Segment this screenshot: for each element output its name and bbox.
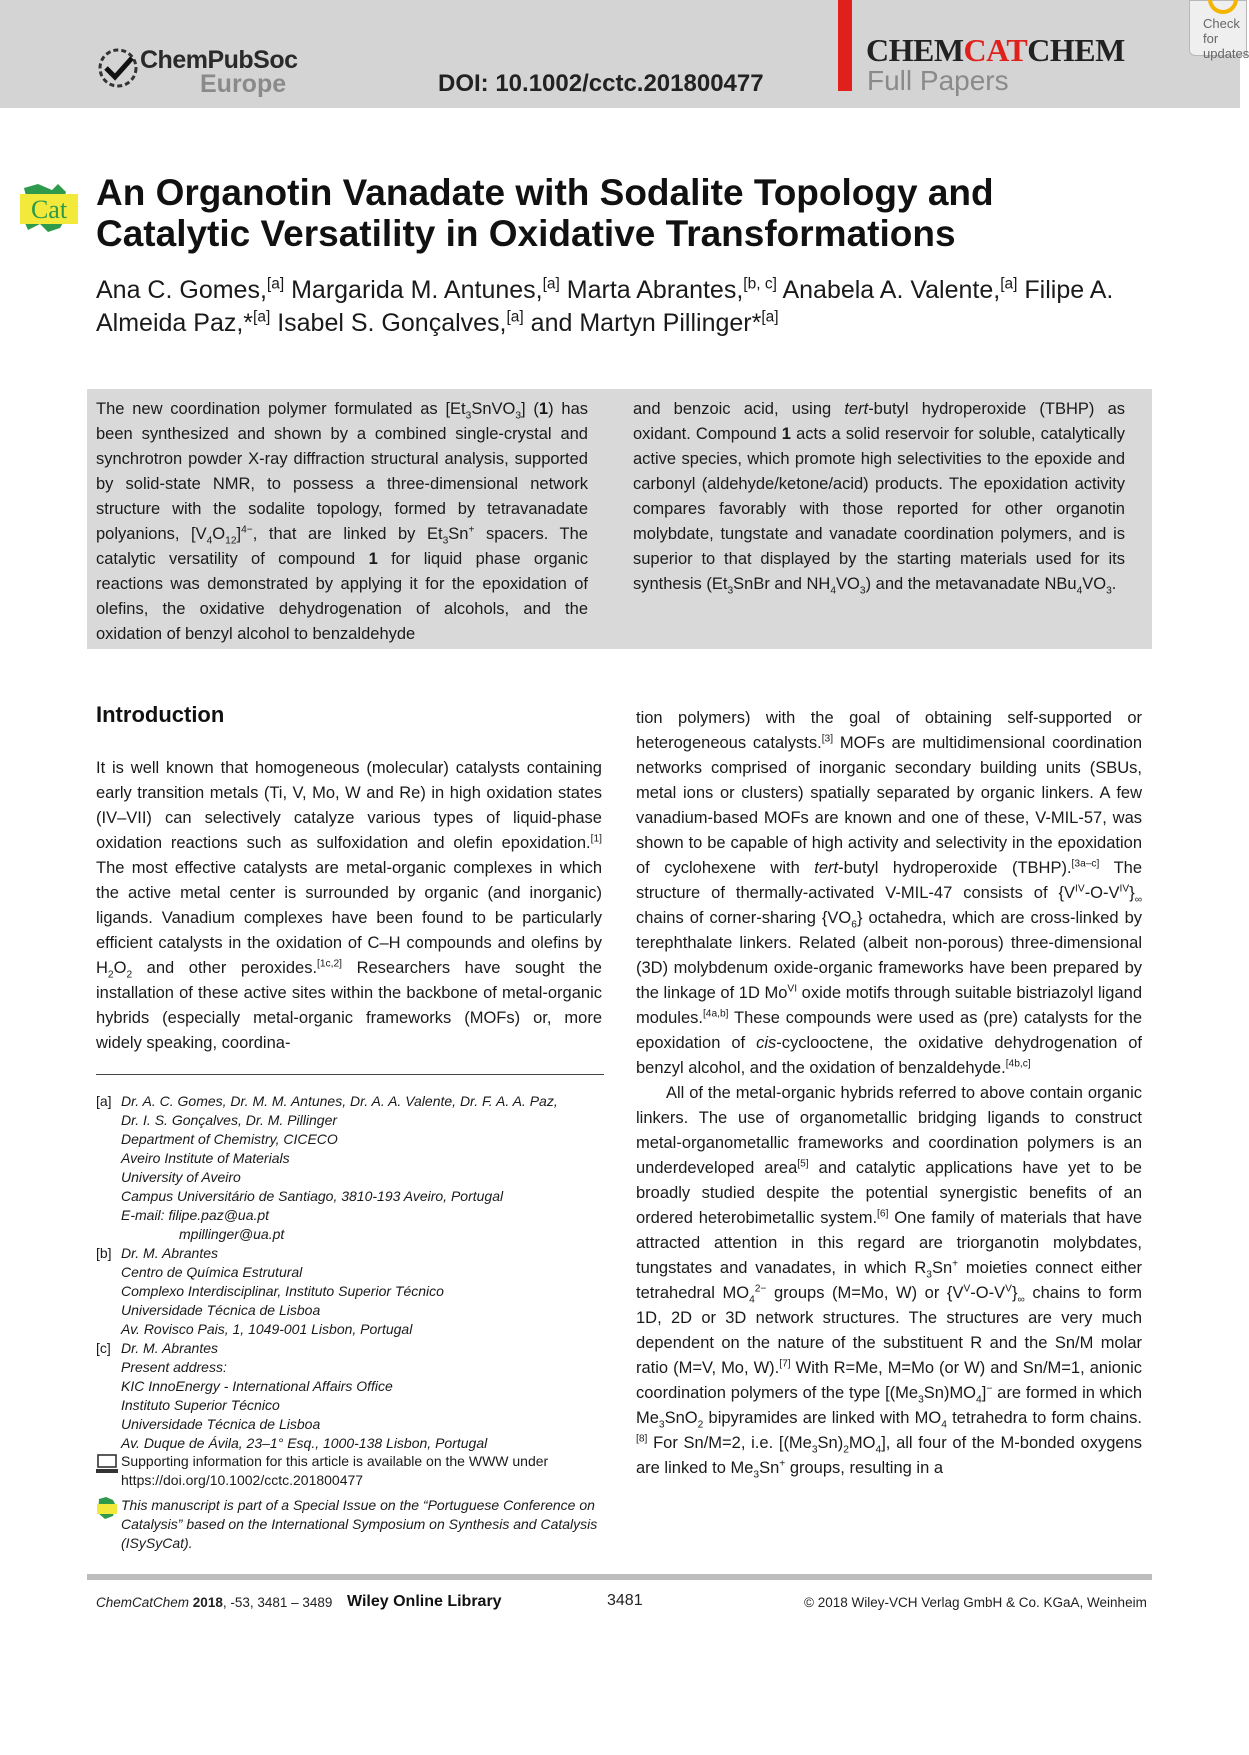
catalysis-issue-icon <box>18 180 80 236</box>
footnote-line: Centro de Química Estrutural <box>121 1264 303 1280</box>
footnote-item <box>96 1244 604 1339</box>
abstract-right-column: and benzoic acid, using tert-butyl hydroperoxide (TBHP) as oxidant. Compound 1 acts a solid reservoir for soluble, catalytically active species, which promote high selectivities to the epoxide and carbonyl (aldehyde/ketone/acid) products. The epoxidation activity compares favorably with those reported for other organotin molybdate, tungstate and vanadate coordination polymers, and is superior to that displayed by the starting materials used for its synthesis ($Et_3SnBr$ and $NH_4VO_3$) and the metavanadate $NBu_4VO_3$. <box>633 400 1125 597</box>
article-section: Full Papers <box>867 65 1009 96</box>
footnote-body <box>121 1244 444 1339</box>
journal-accent-bar <box>838 0 852 91</box>
supporting-info-note <box>96 1452 604 1490</box>
footnote-body <box>121 1092 558 1244</box>
wiley-online-library-link[interactable]: Wiley Online Library <box>347 1593 502 1610</box>
footnote-line: Complexo Interdisciplinar, Instituto Superior Técnico <box>121 1283 444 1299</box>
page-number: 3481 <box>607 1592 643 1609</box>
footnote-line: mpillinger@ua.pt <box>179 1226 285 1242</box>
section-heading-introduction: Introduction <box>96 702 225 727</box>
special-issue-note <box>96 1496 604 1553</box>
computer-icon <box>96 1454 118 1474</box>
footnote-line: Dr. M. Abrantes <box>121 1245 218 1261</box>
journal-title: CHEMCATCHEM <box>866 32 1125 68</box>
footnote-line: University of Aveiro <box>121 1169 241 1185</box>
footnote-line: Present address: <box>121 1359 227 1375</box>
footnote-line: KIC InnoEnergy - International Affairs Office <box>121 1378 393 1394</box>
doi-label: DOI: 10.1002/cctc.201800477 <box>438 70 764 97</box>
footnote-item <box>96 1092 604 1244</box>
affiliation-footnotes <box>96 1092 604 1453</box>
footnote-line: Universidade Técnica de Lisboa <box>121 1416 321 1432</box>
footer-citation: ChemCatChem 2018, -53, 3481 – 3489 <box>96 1595 333 1610</box>
footnote-divider <box>96 1074 604 1075</box>
author-list: Ana C. Gomes,[a] Margarida M. Antunes,[a] Marta Abrantes,[b, c] Anabela A. Valente,[a] Filipe A. Almeida Paz,*[a] Isabel S. Gonçalves,[a] and Martyn Pillinger*[a] <box>96 275 1114 337</box>
intro-left-column <box>96 756 602 1056</box>
footnote-key: [c] <box>96 1340 111 1356</box>
copyright-notice: © 2018 Wiley-VCH Verlag GmbH & Co. KGaA, Weinheim <box>804 1595 1147 1610</box>
footnote-line: Av. Duque de Ávila, 23–1° Esq., 1000-138 Lisbon, Portugal <box>121 1435 488 1451</box>
footnote-line: Universidade Técnica de Lisboa <box>121 1302 321 1318</box>
special-issue-text: This manuscript is part of a Special Issue on the “Portuguese Conference on Catalysis” based on the International Symposium on Synthesis and Catalysis (ISySyCat). <box>121 1497 598 1551</box>
intro-paragraph: It is well known that homogeneous (molecular) catalysts containing early transition metals (Ti, V, Mo, W and Re) in high oxidation states (IV–VII) can selectively catalyze various types of liquid-phase oxidation reactions such as sulfoxidation and olefin epoxidation.[1] The most effective catalysts are metal-organic complexes in which the active metal center is surrounded by organic (and inorganic) ligands. Vanadium complexes have been found to be particularly efficient catalysts in the oxidation of C–H compounds and olefins by $H_2O_2$ and other peroxides.[1c,2] Researchers have sought the installation of these active sites within the backbone of metal-organic hybrids (especially metal-organic frameworks (MOFs) or, more widely speaking, coordina- <box>96 759 602 1052</box>
abstract-left-column: The new coordination polymer formulated as $[Et_3SnVO_3]$ (1) has been synthesized and shown by a combined single-crystal and synchrotron powder X-ray diffraction structural analysis, supported by solid-state NMR, to possess a three-dimensional network structure with the sodalite topology, formed by tetravanadate polyanions, $[V_4O_{12}]^{4-}$, that are linked by $Et_3Sn^+$ spacers. The catalytic versatility of compound 1 for liquid phase organic reactions was demonstrated by applying it for the epoxidation of olefins, the oxidative dehydrogenation of alcohols, and the oxidation of benzyl alcohol to benzaldehyde <box>96 400 589 643</box>
footnote-line: Dr. A. C. Gomes, Dr. M. M. Antunes, Dr. A. A. Valente, Dr. F. A. A. Paz, <box>121 1093 558 1109</box>
article-title: An Organotin Vanadate with Sodalite Topology and Catalytic Versatility in Oxidative Transformations <box>96 172 994 254</box>
footer-rule <box>87 1574 1152 1580</box>
catalysis-issue-icon <box>96 1496 118 1520</box>
footnote-line: Aveiro Institute of Materials <box>121 1150 290 1166</box>
publisher-region: Europe <box>200 70 287 98</box>
intro-paragraph: tion polymers) with the goal of obtaining self-supported or heterogeneous catalysts.[3] MOFs are multidimensional coordination networks comprised of inorganic secondary building units (SBUs, metal ions or clusters) spatially separated by organic linkers. A few vanadium-based MOFs are known and one of these, V-MIL-57, was shown to be capable of high activity and selectivity in the epoxidation of cyclohexene with tert-butyl hydroperoxide (TBHP).[3a–c] The structure of thermally-activated V-MIL-47 consists of $\{V^{IV}-O-V^{IV}\}_\infty$ chains of corner-sharing $\{VO_6\}$ octahedra, which are cross-linked by terephthalate linkers. Related (albeit non-porous) three-dimensional (3D) molybdenum oxide-organic frameworks have been prepared by the linkage of 1D $Mo^{VI}$ oxide motifs through suitable bistriazolyl ligand modules.[4a,b] These compounds were used as (pre) catalysts for the epoxidation of cis-cyclooctene, the oxidative dehydrogenation of benzyl alcohol, and the oxidation of benzaldehyde.[4b,c] <box>636 709 1142 1077</box>
footnote-line: E-mail: filipe.paz@ua.pt <box>121 1207 270 1223</box>
footnote-line: Dr. M. Abrantes <box>121 1340 218 1356</box>
check-for-updates-label: Check for updates <box>1203 16 1249 61</box>
publisher-name: ChemPubSoc <box>140 46 298 74</box>
footnote-body <box>121 1339 487 1453</box>
page-header <box>0 0 1240 108</box>
svg-text:Cat: Cat <box>30 195 68 224</box>
footnote-line: Av. Rovisco Pais, 1, 1049-001 Lisbon, Portugal <box>121 1321 413 1337</box>
intro-paragraph: All of the metal-organic hybrids referred to above contain organic linkers. The use of organometallic bridging ligands to construct metal-organometallic frameworks and coordination polymers is an underdeveloped area[5] and catalytic applications have yet to be broadly studied despite the potential synergistic benefits of an ordered heterobimetallic system.[6] One family of materials that have attracted attention in this regard are triorganotin molybdates, tungstates and vanadates, in which $R_3Sn^+$ moieties connect either tetrahedral $MO_4^{2-}$ groups (M=Mo, W) or $\{V^V-O-V^V\}_\infty$ chains to form 1D, 2D or 3D network structures. The structures are very much dependent on the nature of the substituent R and the Sn/M molar ratio (M=V, Mo, W).[7] With R=Me, M=Mo (or W) and Sn/M=1, anionic coordination polymers of the type $[(Me_3Sn)MO_4]^-$ are formed in which $Me_3SnO_2$ bipyramides are linked with $MO_4$ tetrahedra to form chains.[8] For Sn/M=2, i.e. $[(Me_3Sn)_2MO_4]$, all four of the M-bonded oxygens are linked to $Me_3Sn^+$ groups, resulting in a <box>636 1084 1143 1481</box>
chempubsoc-logo-icon <box>96 46 140 90</box>
footnote-line: Instituto Superior Técnico <box>121 1397 280 1413</box>
footnote-line: Dr. I. S. Gonçalves, Dr. M. Pillinger <box>121 1112 338 1128</box>
intro-right-column <box>636 706 1142 1481</box>
footnote-key: [a] <box>96 1093 112 1109</box>
footnote-line: Campus Universitário de Santiago, 3810-193 Aveiro, Portugal <box>121 1188 504 1204</box>
footnote-item <box>96 1339 604 1453</box>
abstract-box <box>87 389 1152 649</box>
footnote-line: Department of Chemistry, CICECO <box>121 1131 338 1147</box>
supporting-info-text: Supporting information for this article is available on the WWW under https://doi.org/10.1002/cctc.201800477 <box>121 1453 549 1488</box>
footnote-key: [b] <box>96 1245 112 1261</box>
